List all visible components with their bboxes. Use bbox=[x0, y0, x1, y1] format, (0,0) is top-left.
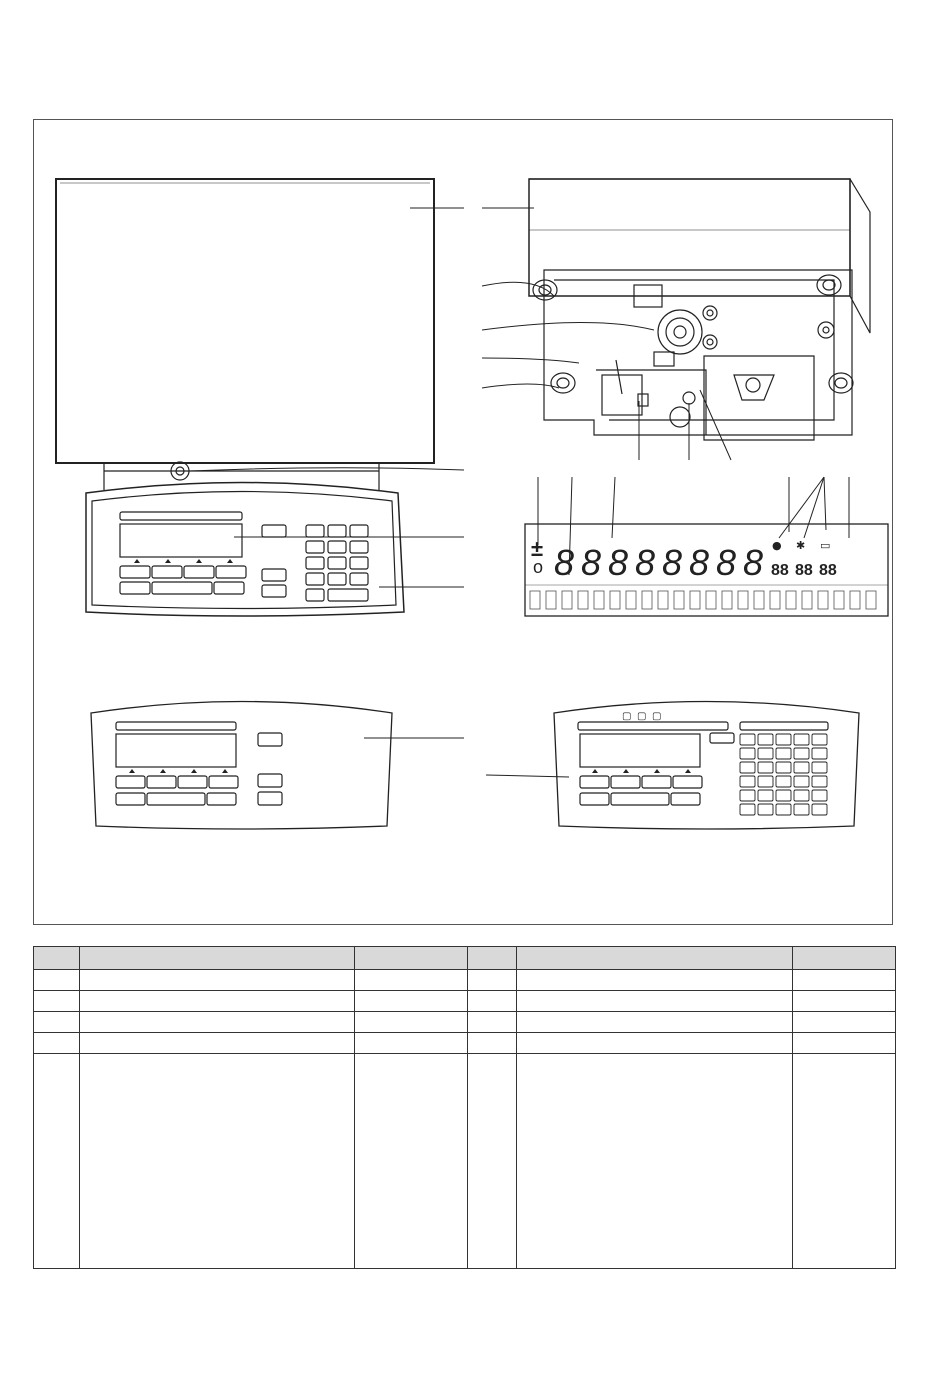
foot-front-right bbox=[817, 275, 841, 295]
table-cell bbox=[355, 970, 468, 991]
alpha-key bbox=[758, 790, 773, 801]
lcd-main-digit: 8 bbox=[554, 542, 575, 583]
table-cell bbox=[34, 1012, 80, 1033]
figure-frame bbox=[33, 119, 893, 925]
alpha-key bbox=[794, 804, 809, 815]
table-row bbox=[34, 991, 896, 1012]
table-cell bbox=[468, 970, 517, 991]
table-cell bbox=[80, 1012, 355, 1033]
lcd-text-cell bbox=[642, 591, 652, 609]
panel-variant-extended bbox=[554, 702, 859, 830]
lcd-main-digit: 8 bbox=[716, 542, 737, 583]
alpha-key bbox=[776, 734, 791, 745]
table-cell bbox=[355, 991, 468, 1012]
table-cell bbox=[793, 1054, 896, 1269]
lcd-text-cell bbox=[786, 591, 796, 609]
lcd-plus-minus: ± bbox=[531, 536, 544, 561]
table-cell bbox=[34, 970, 80, 991]
lcd-circle: o bbox=[533, 557, 544, 577]
lcd-main-digit: 8 bbox=[662, 542, 683, 583]
scale-underside bbox=[529, 179, 870, 440]
table-cell bbox=[34, 1033, 80, 1054]
alpha-key bbox=[740, 776, 755, 787]
foot-rear-left bbox=[551, 373, 575, 393]
lcd-text-cell bbox=[674, 591, 684, 609]
alpha-key bbox=[740, 748, 755, 759]
lcd-text-cell bbox=[706, 591, 716, 609]
alpha-key bbox=[794, 734, 809, 745]
alpha-key bbox=[812, 776, 827, 787]
lcd-main-digit: 8 bbox=[608, 542, 629, 583]
lcd-text-cell bbox=[754, 591, 764, 609]
panel-variant-basic bbox=[91, 702, 392, 830]
alpha-key bbox=[740, 804, 755, 815]
lcd-stability-symbol: ● bbox=[772, 539, 782, 552]
alpha-key bbox=[740, 790, 755, 801]
table-cell bbox=[517, 970, 793, 991]
table-cell bbox=[517, 991, 793, 1012]
indicator-unit bbox=[86, 483, 404, 617]
header-cell bbox=[34, 947, 80, 970]
header-cell bbox=[80, 947, 355, 970]
lcd-text-cell bbox=[850, 591, 860, 609]
alpha-keypad bbox=[740, 734, 827, 815]
table-cell bbox=[34, 1054, 80, 1269]
alpha-key bbox=[758, 734, 773, 745]
lcd-text-cell bbox=[594, 591, 604, 609]
table-cell bbox=[468, 1054, 517, 1269]
alpha-key bbox=[794, 790, 809, 801]
lcd-text-cell bbox=[626, 591, 636, 609]
lcd-text-cell bbox=[738, 591, 748, 609]
header-cell bbox=[468, 947, 517, 970]
table-cell bbox=[355, 1033, 468, 1054]
alpha-key bbox=[812, 804, 827, 815]
lcd-text-row bbox=[530, 591, 876, 609]
lcd-star-symbol: ✱ bbox=[796, 539, 806, 552]
indicator-led: ▢ bbox=[622, 711, 632, 722]
alpha-key bbox=[776, 790, 791, 801]
alpha-key bbox=[776, 776, 791, 787]
numeric-keypad bbox=[306, 525, 368, 601]
table-cell bbox=[80, 1033, 355, 1054]
table-cell bbox=[80, 970, 355, 991]
table-row bbox=[34, 1054, 896, 1269]
lcd-text-cell bbox=[802, 591, 812, 609]
lcd-text-cell bbox=[530, 591, 540, 609]
alpha-key bbox=[794, 748, 809, 759]
table-cell bbox=[793, 991, 896, 1012]
lcd-main-digit: 8 bbox=[635, 542, 656, 583]
table-cell bbox=[517, 1033, 793, 1054]
table-cell bbox=[34, 991, 80, 1012]
header-cell bbox=[793, 947, 896, 970]
alpha-key bbox=[812, 734, 827, 745]
lcd-text-cell bbox=[818, 591, 828, 609]
table-cell bbox=[793, 1012, 896, 1033]
alpha-key bbox=[794, 762, 809, 773]
alpha-key bbox=[758, 776, 773, 787]
indicator-led: ▢ bbox=[637, 711, 647, 722]
foot-rear-right bbox=[829, 373, 853, 393]
alpha-key bbox=[758, 762, 773, 773]
table-row bbox=[34, 1033, 896, 1054]
lcd-text-cell bbox=[610, 591, 620, 609]
table-row bbox=[34, 1012, 896, 1033]
lcd-text-cell bbox=[866, 591, 876, 609]
lcd-text-cell bbox=[658, 591, 668, 609]
lcd-small-digits: 88 bbox=[819, 562, 837, 579]
alpha-key bbox=[740, 762, 755, 773]
header-cell bbox=[355, 947, 468, 970]
lcd-text-cell bbox=[562, 591, 572, 609]
lcd-text-cell bbox=[578, 591, 588, 609]
lcd-main-digit: 8 bbox=[581, 542, 602, 583]
alpha-key bbox=[812, 748, 827, 759]
alpha-key bbox=[758, 748, 773, 759]
lcd-text-cell bbox=[834, 591, 844, 609]
softkey-arrows bbox=[134, 559, 233, 563]
lcd-text-cell bbox=[770, 591, 780, 609]
header-cell bbox=[517, 947, 793, 970]
alpha-key bbox=[812, 790, 827, 801]
lcd-main-digit: 8 bbox=[743, 542, 764, 583]
lcd-small-digits: 88 bbox=[771, 562, 789, 579]
indicator-led: ▢ bbox=[652, 711, 662, 722]
lcd-box-symbol: ▭ bbox=[820, 539, 831, 552]
table-cell bbox=[517, 1054, 793, 1269]
table-cell bbox=[468, 1012, 517, 1033]
lcd-display bbox=[525, 524, 888, 616]
lcd-main-digit: 8 bbox=[689, 542, 710, 583]
weighing-platform bbox=[56, 179, 434, 463]
lcd-text-cell bbox=[722, 591, 732, 609]
table-cell bbox=[793, 1033, 896, 1054]
table-cell bbox=[468, 1033, 517, 1054]
table-cell bbox=[468, 991, 517, 1012]
table-cell bbox=[355, 1012, 468, 1033]
alpha-key bbox=[740, 734, 755, 745]
table-cell bbox=[355, 1054, 468, 1269]
table-cell bbox=[80, 991, 355, 1012]
lcd-small-digits: 88 bbox=[795, 562, 813, 579]
alpha-key bbox=[776, 762, 791, 773]
table-cell bbox=[517, 1012, 793, 1033]
alpha-key bbox=[758, 804, 773, 815]
alpha-key bbox=[812, 762, 827, 773]
lcd-text-cell bbox=[546, 591, 556, 609]
alpha-key bbox=[776, 804, 791, 815]
foot-front-left bbox=[533, 280, 557, 300]
table-header-row bbox=[34, 947, 896, 970]
alpha-key bbox=[794, 776, 809, 787]
alpha-key bbox=[776, 748, 791, 759]
table-cell bbox=[80, 1054, 355, 1269]
lcd-text-cell bbox=[690, 591, 700, 609]
table-row bbox=[34, 970, 896, 991]
parts-table bbox=[33, 946, 896, 1269]
table-cell bbox=[793, 970, 896, 991]
